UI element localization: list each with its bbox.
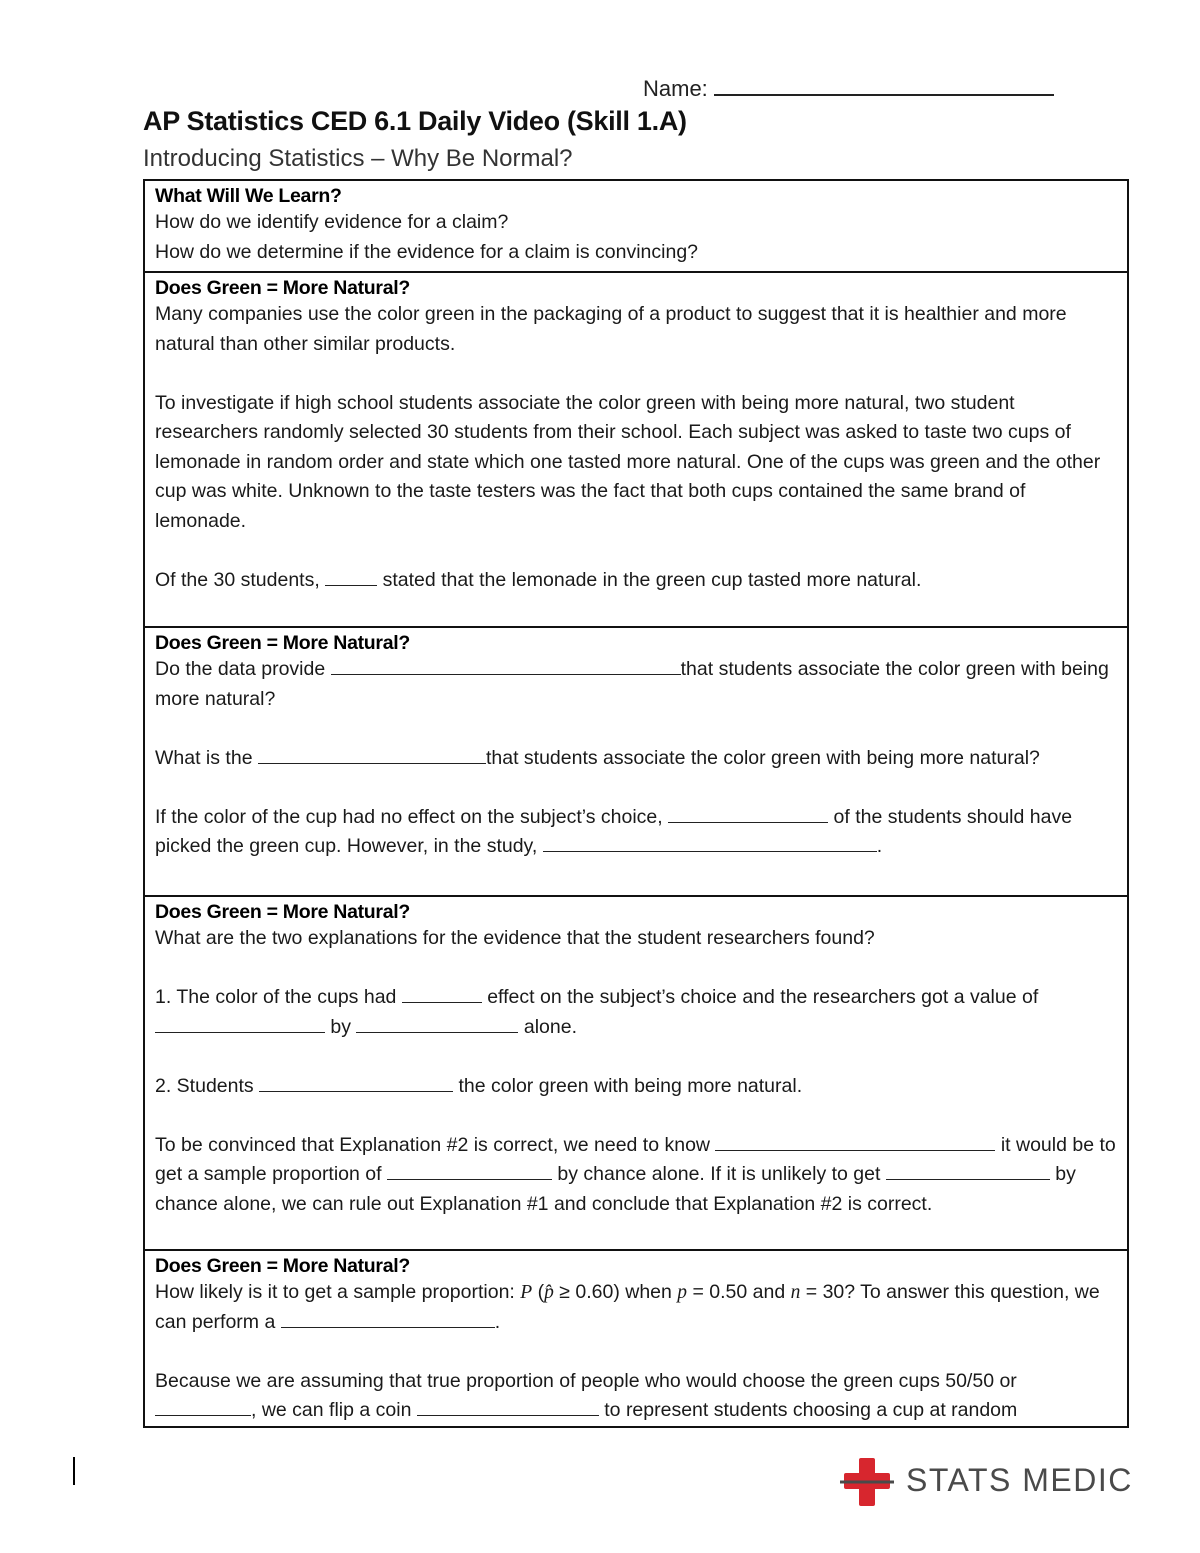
section-heading: Does Green = More Natural? <box>155 277 410 299</box>
explanation-2: 2. Students the color green with being more natural. <box>155 1074 803 1097</box>
name-field[interactable] <box>643 74 1054 102</box>
medical-cross-icon <box>840 1458 894 1506</box>
section-heading: Does Green = More Natural? <box>155 1255 410 1277</box>
section-heading: Does Green = More Natural? <box>155 632 410 654</box>
blank-what-is[interactable] <box>258 745 486 764</box>
coin-paragraph: Because we are assuming that true proportion of people who would choose the green cups 50/50 or , we can flip a coin to represent students choosing a cup at random <box>155 1369 1018 1421</box>
explanations-intro: What are the two explanations for the evidence that the student researchers found? <box>155 927 875 949</box>
name-label: Name: <box>643 76 708 101</box>
study-paragraph: To investigate if high school students associate the color green with being more natural, two student researchers randomly selected 30 students from their school. Each subject was asked to taste two cups of lemonade in random order and state which one tasted more natural. One of the cups was green and the other cup was white. Unknown to the taste testers was the fact that both cups contained the same brand of lemonade. <box>155 391 1101 532</box>
question-evidence: Do the data provide that students associate the color green with being more natural? <box>155 658 1109 710</box>
learn-question-2: How do we determine if the evidence for a claim is convincing? <box>155 240 699 263</box>
blank-expected[interactable] <box>668 804 828 823</box>
blank-unlikely[interactable] <box>886 1161 1050 1180</box>
section-green-explanations <box>145 897 1127 1251</box>
blank-associate[interactable] <box>259 1073 453 1092</box>
name-blank[interactable] <box>714 74 1054 96</box>
section-green-intro <box>145 273 1127 628</box>
worksheet-table <box>143 179 1129 1428</box>
learn-question-1: How do we identify evidence for a claim? <box>155 211 509 233</box>
blank-observed[interactable] <box>543 833 877 852</box>
blank-sample-prop[interactable] <box>387 1161 552 1180</box>
blank-value[interactable] <box>155 1014 325 1033</box>
result-sentence: Of the 30 students, stated that the lemonade in the green cup tasted more natural. <box>155 568 922 591</box>
logo-text: STATS MEDIC <box>906 1462 1133 1498</box>
page-subtitle: Introducing Statistics – Why Be Normal? <box>143 145 573 172</box>
context-paragraph: Many companies use the color green in the packaging of a product to suggest that it is healthier and more natural than other similar products. <box>155 303 1067 355</box>
blank-count[interactable] <box>325 567 377 586</box>
blank-times[interactable] <box>417 1397 599 1416</box>
blank-effect[interactable] <box>402 984 482 1003</box>
explanation-1: 1. The color of the cups had effect on the subject’s choice and the researchers got a value of by alone. <box>155 986 1039 1038</box>
blank-how-likely[interactable] <box>715 1132 995 1151</box>
page-title: AP Statistics CED 6.1 Daily Video (Skill 1.A) <box>143 106 687 136</box>
blank-evidence[interactable] <box>331 656 681 675</box>
blank-proportion[interactable] <box>155 1397 251 1416</box>
convince-paragraph: To be convinced that Explanation #2 is correct, we need to know it would be to get a sample proportion of by chance alone. If it is unlikely to get by chance alone, we can rule out Explanation #1 and conclude that Explanation #2 is correct. <box>155 1133 1116 1215</box>
section-heading: Does Green = More Natural? <box>155 901 410 923</box>
section-green-simulation <box>145 1251 1127 1426</box>
section-green-evidence <box>145 628 1127 897</box>
blank-simulation[interactable] <box>281 1309 495 1328</box>
question-no-effect: If the color of the cup had no effect on the subject’s choice, of the students should have picked the green cup. However, in the study, . <box>155 805 1073 857</box>
blank-chance[interactable] <box>356 1014 518 1033</box>
section-heading: What Will We Learn? <box>155 185 342 207</box>
simulation-question: How likely is it to get a sample proportion: P (p̂ ≥ 0.60) when p = 0.50 and n = 30? To answer this question, we can perform a . <box>155 1281 1100 1333</box>
question-what-is: What is the that students associate the color green with being more natural? <box>155 746 1040 769</box>
stats-medic-logo <box>840 1458 1140 1506</box>
text-cursor <box>73 1457 75 1485</box>
section-what-will-we-learn <box>145 181 1127 273</box>
